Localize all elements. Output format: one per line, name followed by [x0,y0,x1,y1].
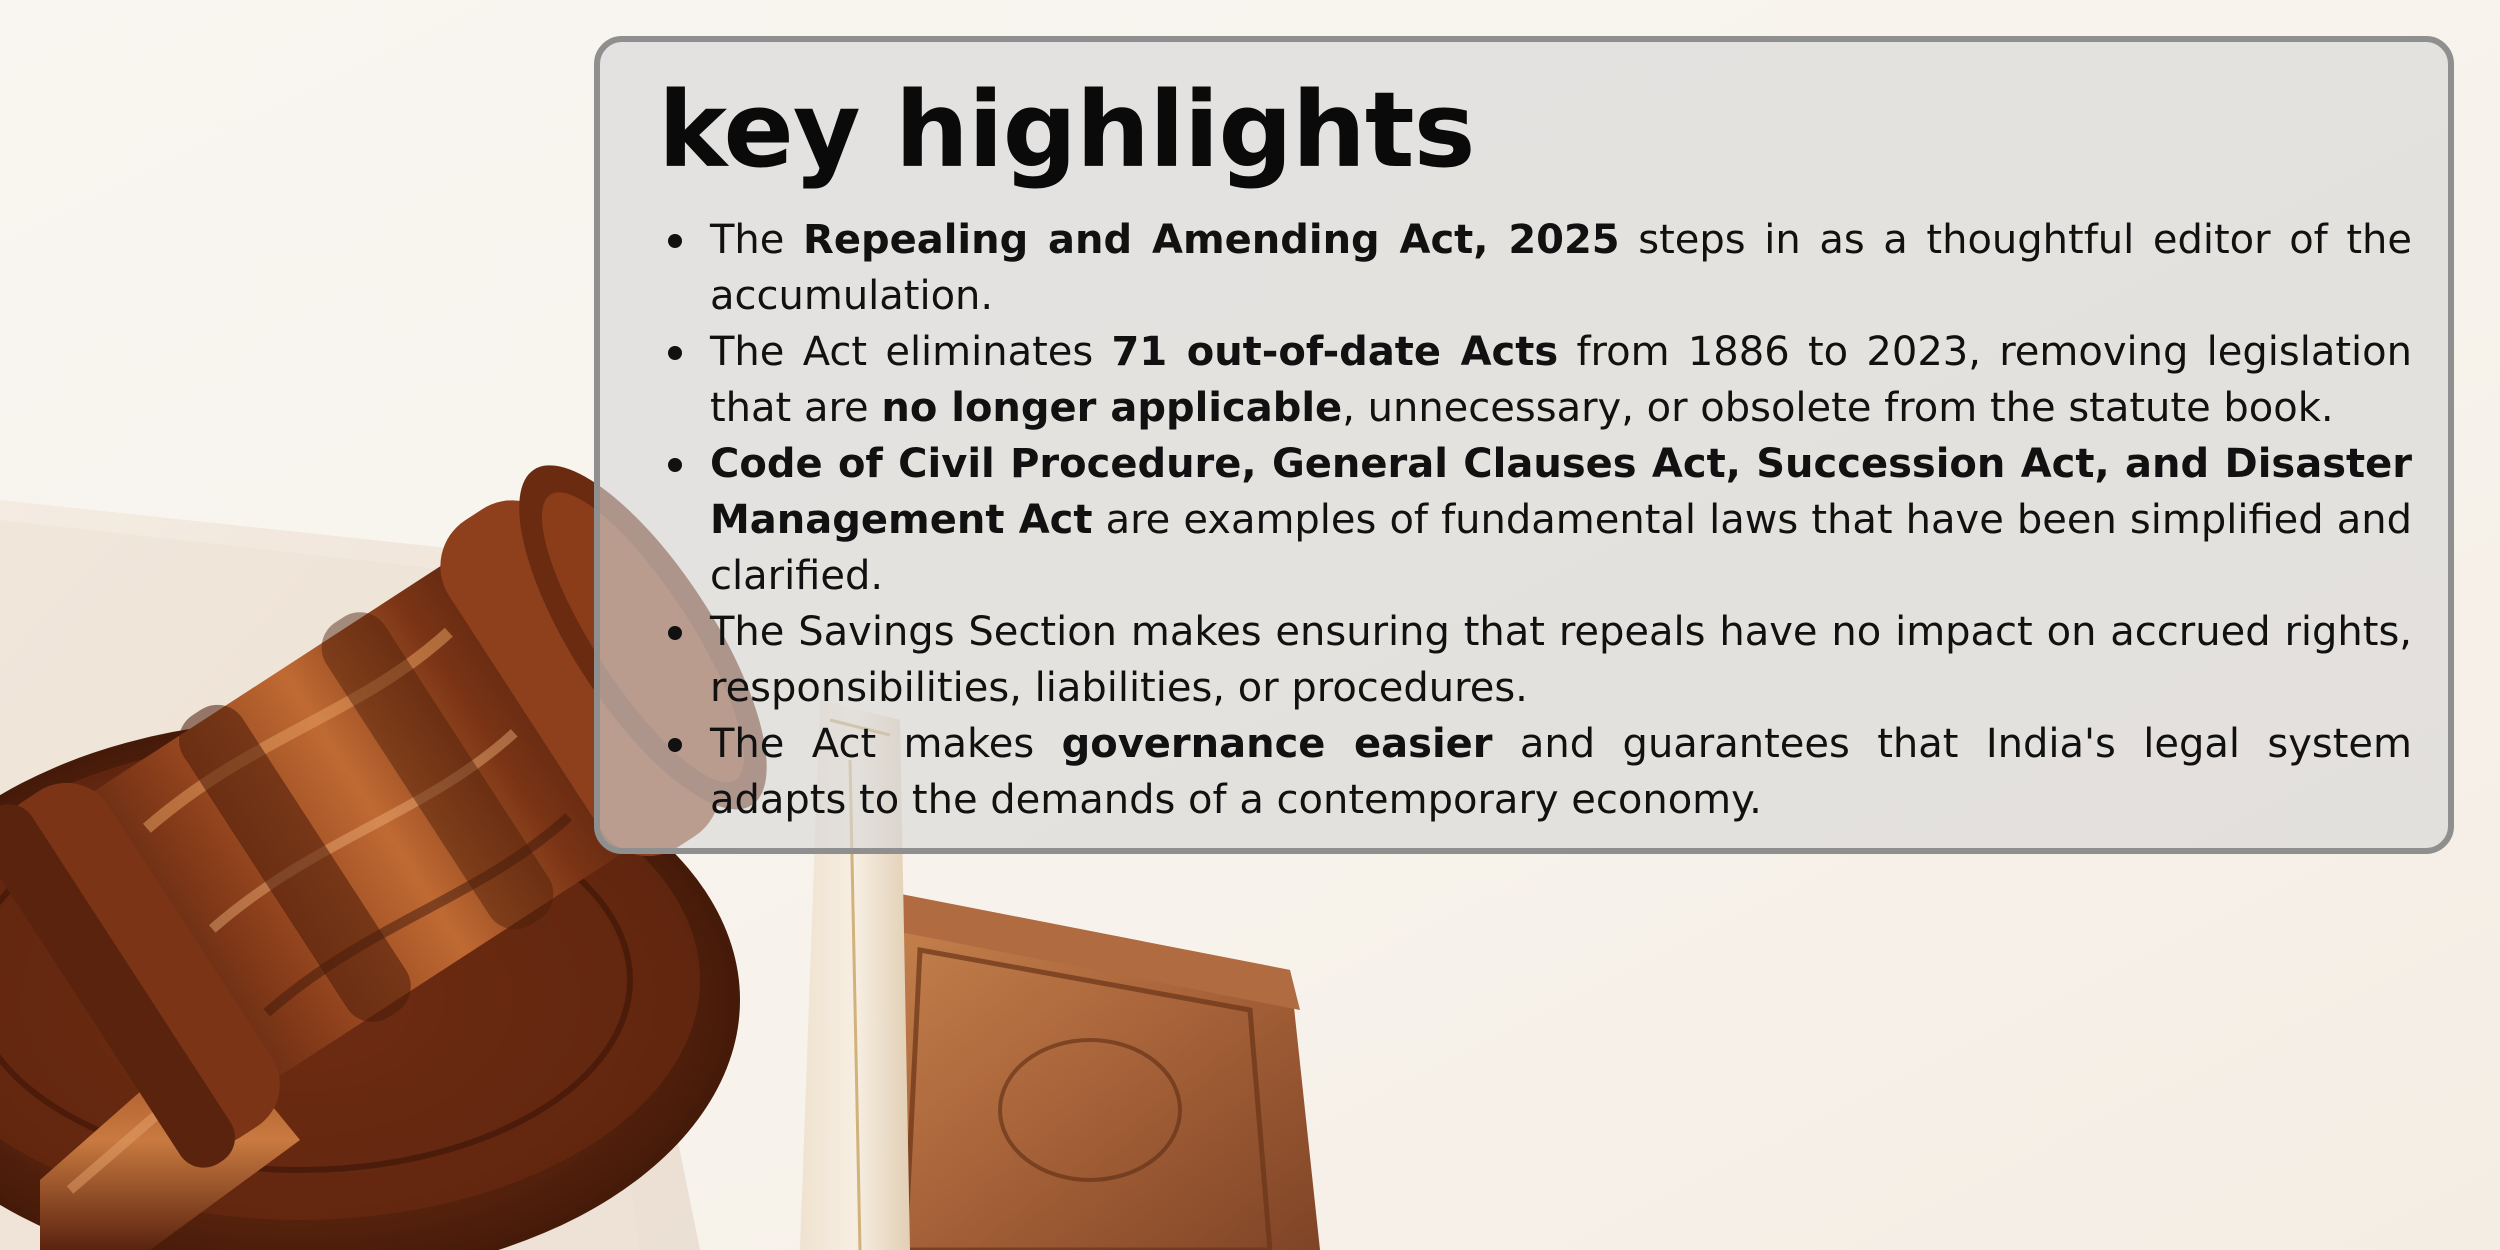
card-title: key highlights [658,69,1475,191]
highlights-list [658,212,2412,828]
highlight-item [710,436,2412,604]
highlight-item [710,716,2412,828]
highlight-text: are examples of fundamental laws that have been simplified and clarified. [710,497,2412,599]
highlight-item [710,324,2412,436]
highlight-bold-text: governance easier [1061,721,1493,767]
highlight-text: and guarantees that India's legal system adapts to the demands of a contemporary economy. [710,721,2413,823]
highlight-bold-text: Repealing and Amending Act, 2025 [803,217,1620,263]
highlight-item [710,212,2412,324]
highlight-item [710,604,2412,716]
highlights-card [594,36,2454,854]
highlight-text: , unnecessary, or obsolete from the statute book. [1342,385,2334,431]
highlight-text: from 1886 to 2023, removing legislation that are [710,329,2412,431]
highlight-text: The Savings Section makes ensuring that repeals have no impact on accrued rights, responsibilities, liabilities, or procedures. [710,609,2412,711]
highlight-text: The Act eliminates [710,329,1112,375]
highlight-bold-text: no longer applicable [881,385,1343,431]
highlight-bold-text: 71 out-of-date Acts [1111,329,1559,375]
highlight-text: The [710,217,804,263]
highlight-text: The Act makes [710,721,1062,767]
highlight-bold-text: Code of Civil Procedure, General Clauses Act, Succession Act, and Disaster Management Act [710,441,2412,543]
highlight-text: steps in as a thoughtful editor of the accumulation. [710,217,2413,319]
